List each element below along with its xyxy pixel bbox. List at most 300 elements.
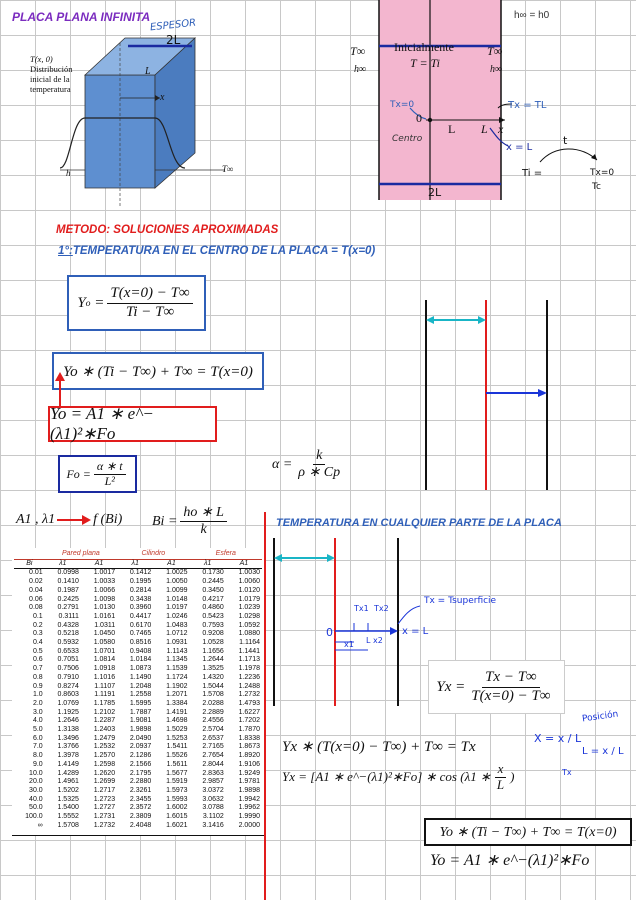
table-cell: 1.2287 [93,717,116,725]
bottom-x-eq-l: x = L [402,626,429,637]
l-mid-label: L [448,122,456,136]
table-cell: 1.1902 [166,682,188,690]
yx-definition-box [428,660,565,714]
a1-lambda-lhs: A1 , λ1 [16,512,56,527]
table-cell: 1.4289 [57,769,79,777]
table-cell: 1.0880 [238,630,260,638]
table-cell: 2.8044 [202,760,224,768]
table-cell: 2.3572 [129,804,152,812]
l-right-label: L [481,122,488,136]
table-cell: 1.2558 [129,691,152,699]
table-cell: 40.0 [29,795,43,803]
table-cell: 1.5973 [166,786,188,794]
table-cell: 0.4860 [202,604,224,612]
table-row [14,674,262,683]
table-cell: 1.1441 [238,647,260,655]
table-row [14,787,262,796]
final-rearranged-eq: Yo ∗ (Ti − T∞) + T∞ = T(x=0) [439,824,617,840]
table-cell: 1.1143 [166,647,188,655]
bi-numerator: ho ∗ L [180,505,227,522]
table-cell: 30.0 [29,786,43,794]
table-cell: 1.6002 [166,804,188,812]
table-cell: 1.5993 [166,795,188,803]
table-row [14,656,262,665]
table-body [14,569,262,831]
table-cell: 1.4793 [238,699,260,707]
table-row [14,743,262,752]
table-cell: 0.02 [29,578,43,586]
table-cell: 1.5552 [57,813,79,821]
table-cell: 0.4417 [129,612,152,620]
table-cell: 0.7506 [57,665,79,673]
bi-coefficient-table-wrap [12,548,264,836]
h-equality-note: h∞ = h0 [514,10,550,21]
table-cell: 1.5708 [202,691,224,699]
table-row [14,796,262,805]
tc-label: Tc [592,182,601,192]
table-cell: 0.8274 [57,682,79,690]
yx-cos-end: ) [510,769,515,785]
l-ratio-note: L = x / L [582,746,624,757]
table-cell: 2.0000 [238,821,260,829]
table-cell: 1.4961 [57,778,79,786]
x-ratio-note: X = x / L [534,732,582,745]
l-label: L [145,66,151,77]
distribucion-text: Distribución [30,64,73,74]
table-cell: 1.2236 [238,673,260,681]
red-right-arrow [57,514,91,526]
table-cell: 1.9106 [238,760,260,768]
table-cell: 0.9208 [202,630,224,638]
h-label: h [66,168,71,178]
table-cell: 1.2570 [93,752,116,760]
table-cell: 100.0 [25,813,43,821]
table-row [14,709,262,718]
table-cell: 1.3525 [202,665,224,673]
final-exponential-eq: Yo = A1 ∗ e^−(λ1)²∗Fo [430,852,590,869]
alpha-numerator: k [313,448,325,465]
table-cell: 1.0184 [129,656,152,664]
tinf-label: T∞ [222,164,234,174]
metodo-heading: METODO: SOLUCIONES APROXIMADAS [56,224,279,236]
table-cell: 1.9781 [238,778,260,786]
table-cell: 2.3809 [129,813,152,821]
table-cell: 1.8338 [238,734,260,742]
yx-cos-den: L [496,776,505,792]
table-cell: 1.8673 [238,743,260,751]
x-axis-label: x [160,92,165,103]
table-cell: 1.8920 [238,752,260,760]
table-row [14,691,262,700]
table-cell: 1.2723 [93,795,116,803]
table-cell: 1.0483 [166,621,188,629]
table-cell: 1.1539 [166,665,188,673]
bi-lhs: Bi = [152,513,178,529]
table-cell: 1.1724 [166,673,188,681]
table-cell: 1.0311 [94,621,116,629]
table-cell: 1.1656 [202,647,224,655]
table-cell: 0.7910 [57,673,79,681]
yo-numerator: T(x=0) − T∞ [107,285,192,303]
table-cell: 0.1 [32,612,43,620]
table-cell: 1.5995 [129,699,152,707]
table-cell: 1.2048 [129,682,152,690]
table-cell: 1.2488 [238,682,260,690]
table-cell: 1.0130 [93,604,116,612]
table-cell: 1.1191 [94,691,116,699]
table-cell: 50.0 [29,804,43,812]
table-cell: 1.9962 [238,804,260,812]
table-row [14,639,262,648]
table-cell: 1.3138 [57,726,79,734]
tx-tsuperficie-label: Tx = Tsuperficie [424,596,497,606]
slab-3d-figure [40,18,240,218]
table-cell: 0.6170 [129,621,152,629]
table-cell: 3.0788 [202,804,224,812]
time-arrow [535,140,605,170]
table-cell: 0.7593 [202,621,224,629]
table-cell: 0.1995 [129,578,152,586]
tx-tl-note: Tx = TL [508,100,547,111]
red-divider [264,512,266,900]
table-cell: 3.0372 [202,786,224,794]
table-cell: 2.0937 [129,743,152,751]
table-cell: 0.0998 [57,569,79,577]
table-cell: 5.0 [32,726,43,734]
inicial-text: inicial de la [30,74,70,84]
fourier-box [58,455,137,493]
table-row [14,726,262,735]
yo-rearranged-eq: Yo ∗ (Ti − T∞) + T∞ = T(x=0) [63,363,253,380]
posicion-note: Posición [581,709,619,725]
table-row [14,665,262,674]
t-eq-ti-label: T = Ti [410,56,440,70]
table-cell: 1.6227 [238,708,260,716]
table-cell: 1.3384 [166,699,188,707]
table-cell: 1.5611 [166,760,188,768]
table-cell: 2.1795 [129,769,152,777]
table-cell: 1.1713 [238,656,260,664]
table-cell: 1.2071 [166,691,188,699]
table-cell: 1.5253 [166,734,188,742]
origin-0-label: 0 [416,111,422,125]
fo-lhs: Fo = [66,466,91,481]
table-cell: 1.0099 [166,586,188,594]
table-cell: 0.8603 [57,691,79,699]
group-header: Esfera [190,550,262,559]
table-cell: 1.0025 [166,569,188,577]
step1-heading [58,245,375,257]
table-cell: 1.9081 [129,717,152,725]
fo-fraction [94,460,126,489]
table-cell: ∞ [37,821,43,829]
table-cell: 1.4320 [202,673,224,681]
table-cell: 0.4 [32,639,43,647]
alpha-denominator: ρ ∗ Cp [298,465,341,481]
yx-rearranged-eq: Yx ∗ (T(x=0) − T∞) + T∞ = Tx [282,739,476,755]
table-cell: 1.2717 [93,786,116,794]
table-cell: 0.2814 [129,586,152,594]
table-cell: 1.0701 [93,647,116,655]
tx1-label: Tx1 [354,604,369,613]
table-cell: 2.7654 [202,752,224,760]
l-text: L [366,636,371,645]
table-cell: 2.4048 [129,821,152,829]
table-cell: 2.0288 [202,699,224,707]
table-cell: 1.0918 [93,665,116,673]
yo-denominator: Ti − T∞ [125,303,175,320]
table-cell: 1.2732 [93,821,116,829]
table-cell: 6.0 [32,734,43,742]
table-cell: 1.1107 [94,682,116,690]
table-cell: 1.0197 [166,604,188,612]
table-cell: 0.9 [32,682,43,690]
fo-numerator: α ∗ t [94,460,126,475]
table-cell: 7.0 [32,743,43,751]
table-cell: 1.4698 [166,717,188,725]
subheader-cell: λ1 [45,559,81,569]
alpha-lhs: α = [272,456,293,472]
x2-text: x2 [373,636,383,645]
table-cell: 1.5526 [166,752,188,760]
table-cell: 1.5919 [166,778,188,786]
table-cell: 0.8 [32,673,43,681]
table-cell: 1.0239 [238,604,260,612]
table-row [14,813,262,822]
subheader-cell: λ1 [190,559,226,569]
table-cell: 3.1416 [202,821,224,829]
tinf-right: T∞ [487,44,503,58]
table-cell: 1.5677 [166,769,188,777]
table-row [14,648,262,657]
table-cell: 0.1412 [129,569,152,577]
table-cell: 1.1978 [238,665,260,673]
biot-equation [152,505,230,538]
thickness-2l-label: 2L [166,33,181,47]
yo-definition-box: Y o = $\frac{T(x=0) - T\infty}{Ti - T\infty}$ [67,275,206,331]
table-cell: 0.4328 [57,621,79,629]
table-cell: 0.08 [29,604,43,612]
table-cell: 2.6537 [202,734,224,742]
yx-denominator: T(x=0) − T∞ [471,687,551,704]
yo-exponential-eq: Yo = A1 ∗ e^−(λ1)²∗Fo [50,404,154,443]
table-cell: 20.0 [29,778,43,786]
a1-lambda-rhs: f (Bi) [93,512,123,527]
table-cell: 1.0931 [166,639,188,647]
table-row [14,770,262,779]
tx2-label: Tx2 [374,604,389,613]
bi-denominator: k [200,522,207,538]
yx-numerator: Tx − T∞ [482,669,540,687]
tx-small-note: Tx [562,768,572,777]
table-cell: 1.2699 [93,778,116,786]
table-cell: 1.2732 [238,691,260,699]
table-cell: 0.2 [32,621,43,629]
table-cell: 0.3111 [58,612,79,620]
table-cell: 0.7465 [129,630,152,638]
table-cell: 2.0490 [129,734,152,742]
table-row [14,569,262,578]
inicialmente-label: Inicialmente [394,40,454,54]
table-row [14,596,262,605]
table-cell: 1.0066 [93,586,116,594]
table-cell: 0.7051 [57,656,79,664]
section2-heading: TEMPERATURA EN CUALQUIER PARTE DE LA PLACA [276,517,562,529]
table-cell: 1.3496 [57,734,79,742]
yx-cos-equation [282,762,514,793]
h-right: h∞ [490,64,503,75]
table-cell: 1.3978 [57,752,79,760]
ti-label: Ti = [522,168,543,179]
table-cell: 0.01 [29,569,43,577]
table-cell: 2.5704 [202,726,224,734]
x-eq-l-note: x = L [506,142,533,153]
group-header: Cilindro [117,550,189,559]
centro-note: Centro [392,134,423,144]
table-row [14,700,262,709]
yx-cos-main: Yx = [A1 ∗ e^−(λ1)²∗Fo] ∗ cos (λ1 ∗ [282,769,491,785]
table-cell: 2.3455 [129,795,152,803]
yo-lhs: Y [77,294,86,311]
x1-label: x1 [344,640,354,649]
table-cell: 1.1925 [57,708,79,716]
tx0-note: Tx=0 [390,100,415,110]
table-cell: 1.0098 [93,595,116,603]
table-cell: 1.0 [32,691,43,699]
alpha-equation [272,448,346,481]
l-x2-label [366,636,383,645]
table-corner [14,550,45,559]
table-cell: 1.9898 [129,726,152,734]
table-row [14,630,262,639]
step1-text: TEMPERATURA EN EL CENTRO DE LA PLACA = T(x=0) [72,245,376,257]
table-row [14,778,262,787]
table-cell: 0.3450 [202,586,224,594]
table-cell: 0.6533 [57,647,79,655]
group-header: Pared plana [45,550,117,559]
h-left: h∞ [354,64,367,75]
table-cell: 1.5029 [166,726,188,734]
table-row [14,752,262,761]
yx-lhs: Yx = [436,678,466,695]
subheader-cell: A1 [153,559,189,569]
yo-rearranged-box [52,352,264,390]
tinf-left: T∞ [350,44,366,58]
table-cell: 2.3261 [129,786,152,794]
yo-fraction [107,285,192,321]
yx-fraction [468,669,553,705]
subheader-cell: Bi [14,559,45,569]
table-cell: 1.0712 [166,630,188,638]
table-cell: 1.2644 [202,656,224,664]
table-cell: 3.0 [32,708,43,716]
table-cell: 0.3960 [129,604,152,612]
table-cell: 1.6021 [166,821,188,829]
table-cell: 1.4149 [57,760,79,768]
table-cell: 3.0632 [202,795,224,803]
table-row [14,613,262,622]
table-cell: 1.2102 [93,708,116,716]
initial-temp-label [30,54,73,94]
table-row [14,622,262,631]
table-row [14,761,262,770]
table-cell: 1.2403 [93,726,116,734]
page-title: PLACA PLANA INFINITA [12,10,151,24]
table-cell: 2.0 [32,699,43,707]
table-cell: 0.5218 [57,630,79,638]
table-cell: 8.0 [32,752,43,760]
subheader-cell: A1 [81,559,117,569]
table-cell: 0.04 [29,586,43,594]
table-cell: 1.2727 [93,804,116,812]
table-cell: 1.0148 [166,595,188,603]
table-cell: 0.3 [32,630,43,638]
table-row [14,578,262,587]
table-cell: 0.2791 [57,604,79,612]
table-cell: 1.0017 [93,569,116,577]
table-cell: 2.1566 [129,760,152,768]
table-cell: 1.2479 [93,734,116,742]
tx0-b-label: Tx=0 [590,168,615,178]
x-right-label: x [498,122,504,136]
yx-cos-fraction [494,762,507,793]
table-cell: 1.2646 [57,717,79,725]
table-cell: 1.0060 [238,578,260,586]
fo-denominator: L² [104,473,115,488]
alpha-fraction [295,448,343,481]
red-connector-arrow [52,372,72,408]
table-cell: 1.0179 [238,595,260,603]
final-rearranged-box [424,818,632,846]
table-cell: 0.1730 [202,569,224,577]
table-cell: 1.9898 [238,786,260,794]
table-cell: 10.0 [29,769,43,777]
table-cell: 0.5423 [202,612,224,620]
table-cell: 0.3438 [129,595,152,603]
table-cell: 0.1410 [57,578,79,586]
espesor-label: ESPESOR [149,17,197,34]
table-cell: 1.7870 [238,726,260,734]
table-cell: 1.9990 [238,813,260,821]
pink-slab-figure [350,0,520,205]
table-cell: 1.0580 [93,639,116,647]
table-cell: 1.7887 [129,708,152,716]
table-row [14,604,262,613]
subheader-cell: λ1 [117,559,153,569]
table-cell: 0.8516 [129,639,152,647]
table-cell: 1.1785 [93,699,116,707]
table-cell: 4.0 [32,717,43,725]
table-cell: 1.1490 [129,673,152,681]
subheader-row [14,559,262,569]
table-cell: 0.06 [29,595,43,603]
table-cell: 2.4556 [202,717,224,725]
table-cell: 1.5202 [57,786,79,794]
table-cell: 0.7 [32,665,43,673]
table-cell: 0.1987 [57,586,79,594]
table-cell: 2.2889 [202,708,224,716]
table-cell: 1.0769 [57,699,79,707]
step1-prefix: 1°: [58,245,73,257]
table-cell: 1.6015 [166,813,188,821]
table-cell: 1.1345 [166,656,188,664]
table-cell: 1.2620 [93,769,116,777]
table-cell: 1.0050 [166,578,188,586]
table-cell: 0.2425 [57,595,79,603]
table-cell: 1.3766 [57,743,79,751]
a1-lambda-relation [16,512,122,528]
table-cell: 1.1016 [93,673,116,681]
